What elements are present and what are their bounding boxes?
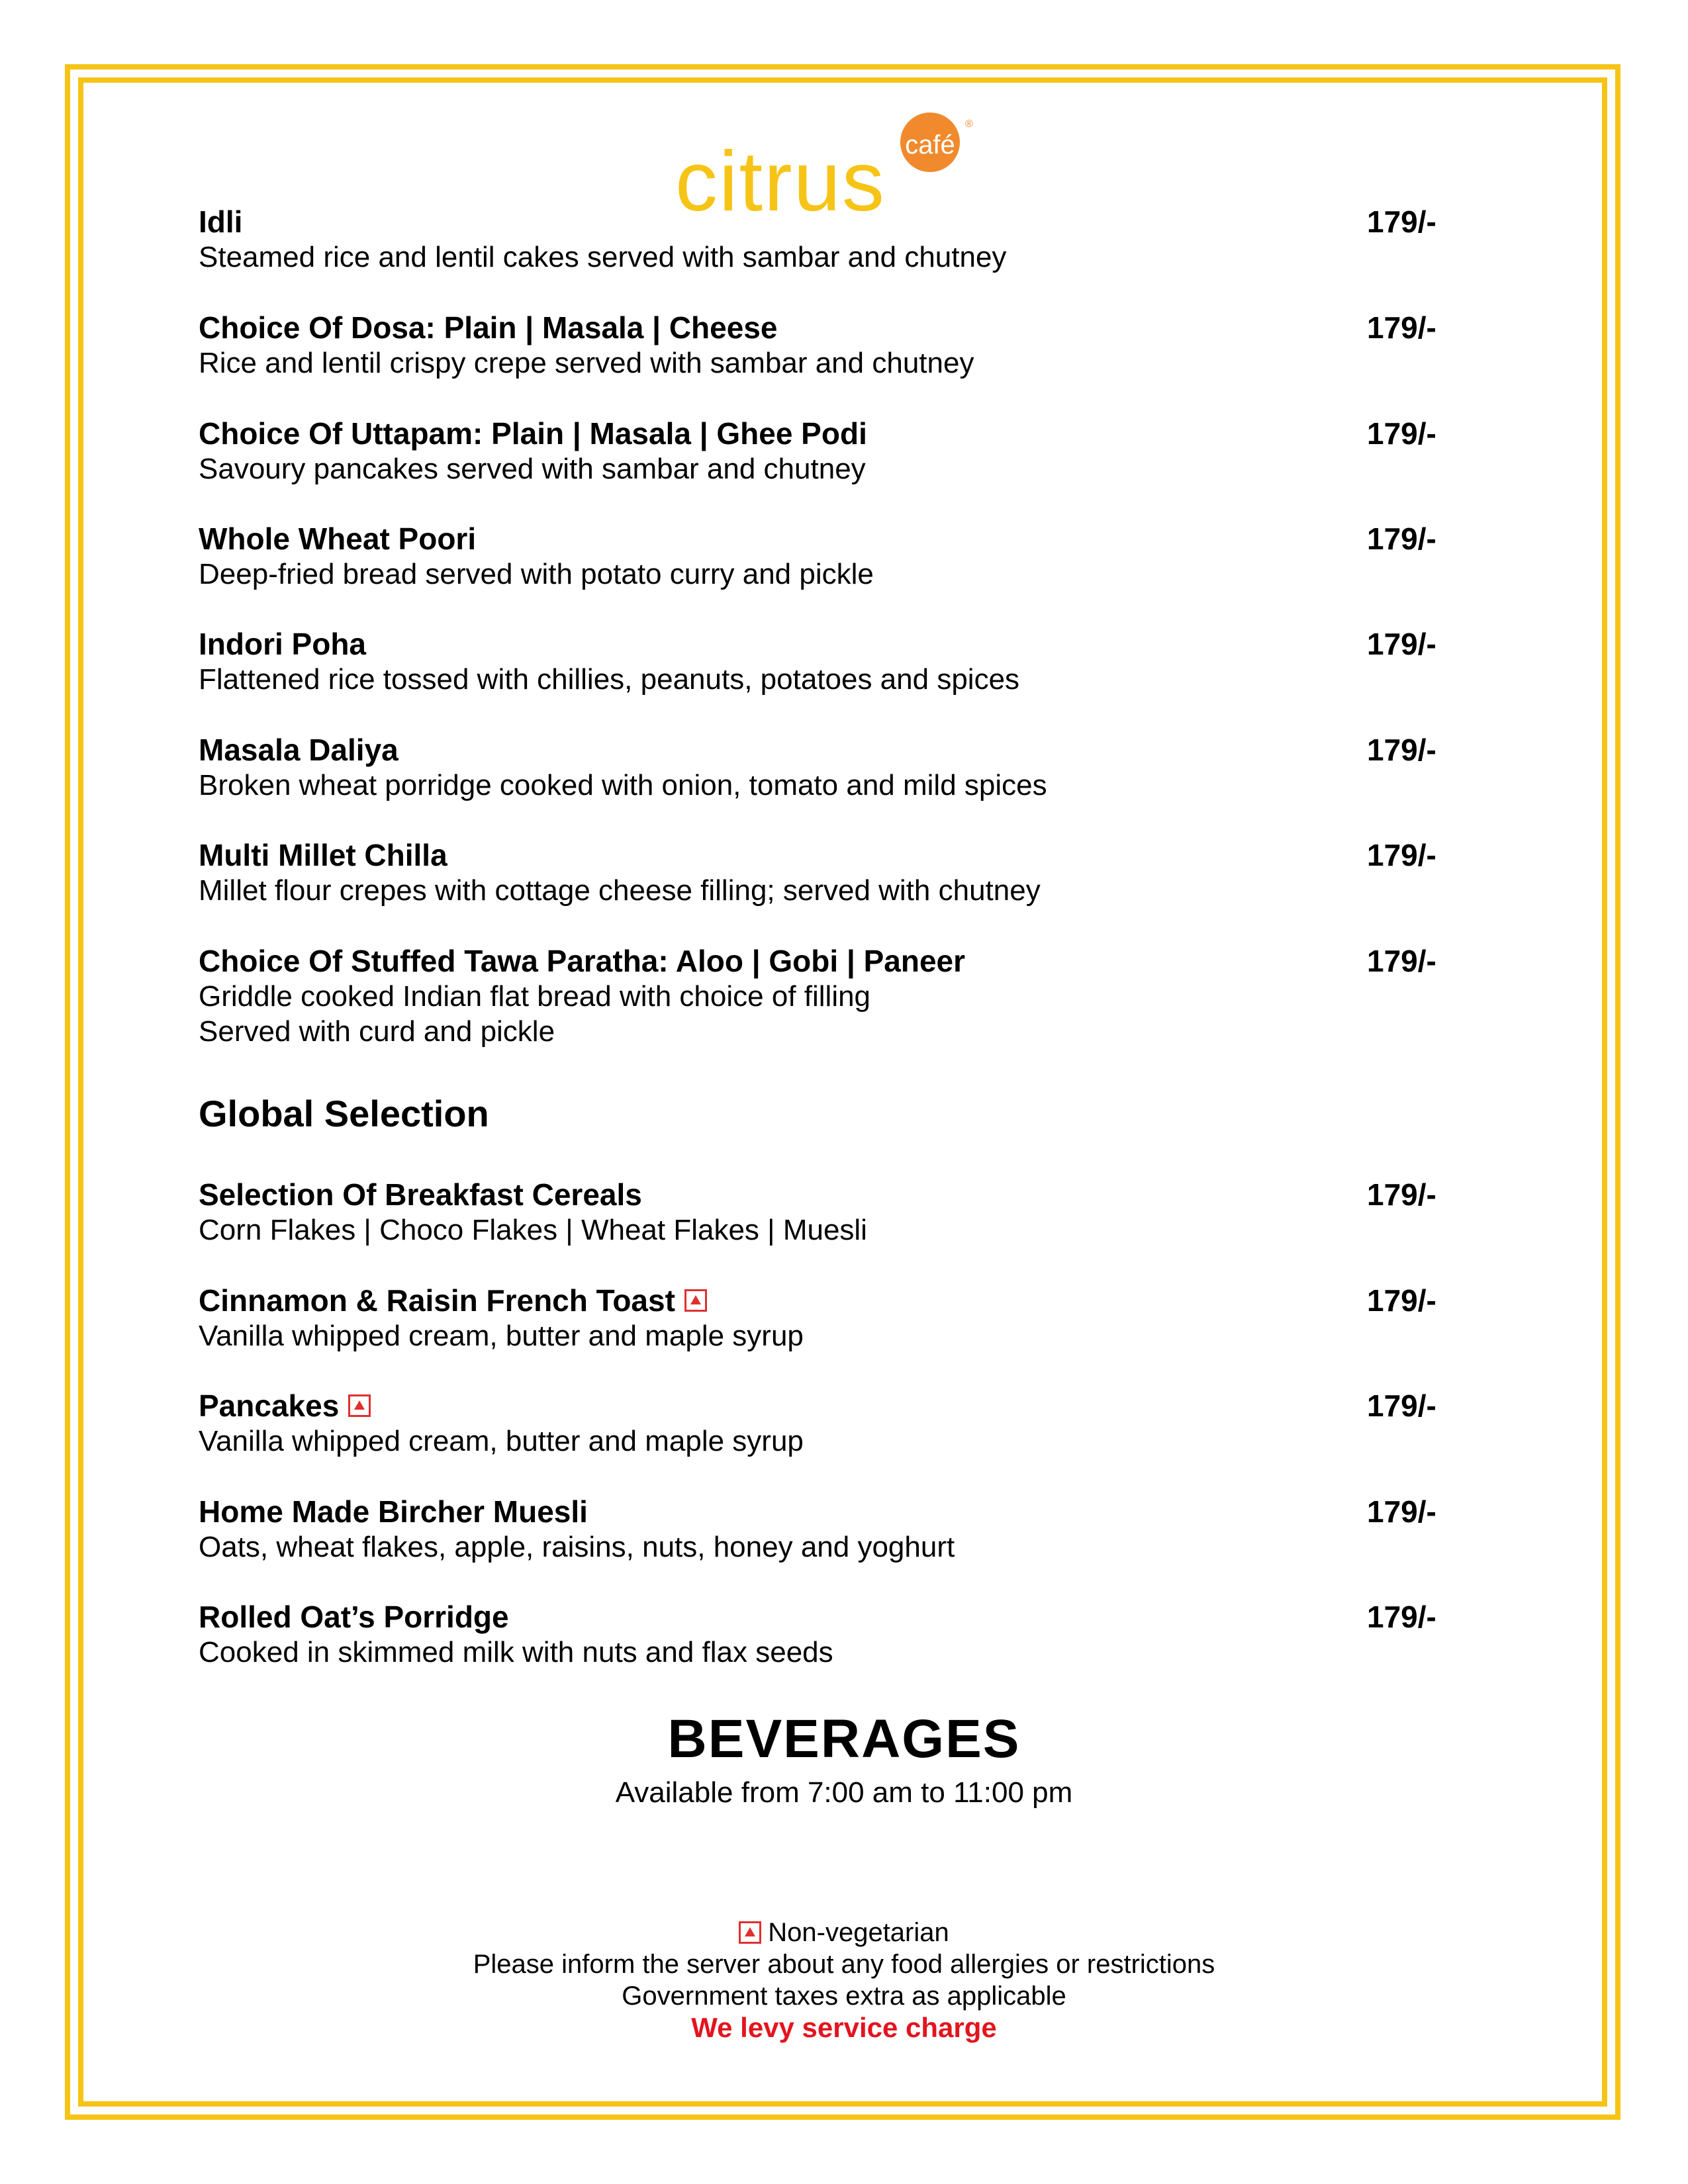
menu-item-uttapam [199, 416, 1456, 486]
item-description: Steamed rice and lentil cakes served with sambar and chutney [199, 241, 1007, 273]
menu-item-porridge [199, 1599, 1456, 1670]
section-heading-global: Global Selection [199, 1093, 489, 1134]
item-price: 179/- [1367, 522, 1436, 556]
item-description: Broken wheat porridge cooked with onion, tomato and mild spices [199, 769, 1047, 801]
item-description: Deep-fried bread served with potato curry and pickle [199, 558, 874, 590]
item-description: Oats, wheat flakes, apple, raisins, nuts, honey and yoghurt [199, 1531, 955, 1563]
menu-item-idli [199, 204, 1456, 275]
menu-item-poha [199, 626, 1456, 697]
item-name: Idli [199, 205, 243, 239]
item-name: Selection Of Breakfast Cereals [199, 1177, 642, 1212]
item-description: Rice and lentil crispy crepe served with sambar and chutney [199, 347, 974, 379]
menu-item-daliya [199, 732, 1456, 803]
menu-item-pancakes [199, 1388, 1456, 1459]
item-price: 179/- [1367, 1283, 1436, 1318]
item-price: 179/- [1367, 838, 1436, 872]
item-name: Rolled Oat’s Porridge [199, 1600, 509, 1634]
item-price: 179/- [1367, 1177, 1436, 1212]
item-price: 179/- [1367, 944, 1436, 978]
item-price: 179/- [1367, 416, 1436, 451]
item-name: Indori Poha [199, 627, 366, 661]
item-price: 179/- [1367, 1494, 1436, 1529]
tax-note: Government taxes extra as applicable [622, 1981, 1066, 2011]
non-veg-icon [348, 1394, 371, 1417]
item-price: 179/- [1367, 627, 1436, 661]
menu-item-dosa [199, 310, 1456, 381]
menu-item-poori [199, 521, 1456, 592]
item-description: Vanilla whipped cream, butter and maple syrup [199, 1320, 804, 1352]
item-price: 179/- [1367, 1388, 1436, 1423]
item-price: 179/- [1367, 310, 1436, 345]
item-name: Choice Of Uttapam: Plain | Masala | Ghee Podi [199, 416, 867, 451]
non-veg-icon [739, 1921, 761, 1944]
non-veg-legend [0, 1917, 1688, 1948]
allergy-note: Please inform the server about any food allergies or restrictions [473, 1950, 1215, 1979]
item-price: 179/- [1367, 1600, 1436, 1634]
item-description: Cooked in skimmed milk with nuts and flax seeds [199, 1636, 833, 1668]
item-name: Choice Of Dosa: Plain | Masala | Cheese [199, 310, 778, 345]
legend-label: Non-vegetarian [768, 1918, 949, 1947]
item-name: Whole Wheat Poori [199, 522, 477, 556]
item-name: Masala Daliya [199, 733, 399, 767]
item-name: Home Made Bircher Muesli [199, 1494, 588, 1529]
item-description: Served with curd and pickle [199, 1015, 555, 1048]
item-description: Savoury pancakes served with sambar and chutney [199, 453, 866, 485]
menu-item-cereals [199, 1177, 1456, 1248]
menu-item-french-toast [199, 1283, 1456, 1353]
item-name: Multi Millet Chilla [199, 838, 447, 872]
item-price: 179/- [1367, 733, 1436, 767]
item-price: 179/- [1367, 205, 1436, 239]
item-description: Millet flour crepes with cottage cheese filling; served with chutney [199, 874, 1041, 907]
menu-item-bircher-muesli [199, 1494, 1456, 1565]
menu-item-chilla [199, 837, 1456, 908]
logo-wordmark: citrus [675, 134, 886, 225]
item-name: Choice Of Stuffed Tawa Paratha: Aloo | Gobi | Paneer [199, 944, 966, 978]
item-name: Cinnamon & Raisin French Toast [199, 1283, 1456, 1318]
beverages-title: BEVERAGES [667, 1709, 1021, 1769]
menu-item-paratha [199, 943, 1456, 1049]
item-name: Pancakes [199, 1388, 1456, 1424]
item-description: Griddle cooked Indian flat bread with choice of filling [199, 980, 871, 1013]
logo-registered-mark: ® [965, 118, 973, 130]
beverages-hours: Available from 7:00 am to 11:00 pm [615, 1776, 1073, 1809]
item-description: Vanilla whipped cream, butter and maple syrup [199, 1425, 804, 1457]
service-charge-note: We levy service charge [691, 2012, 997, 2043]
item-description: Corn Flakes | Choco Flakes | Wheat Flakes | Muesli [199, 1214, 867, 1246]
non-veg-icon [684, 1289, 707, 1312]
item-description: Flattened rice tossed with chillies, peanuts, potatoes and spices [199, 663, 1020, 696]
logo-badge-text: café [905, 130, 955, 159]
